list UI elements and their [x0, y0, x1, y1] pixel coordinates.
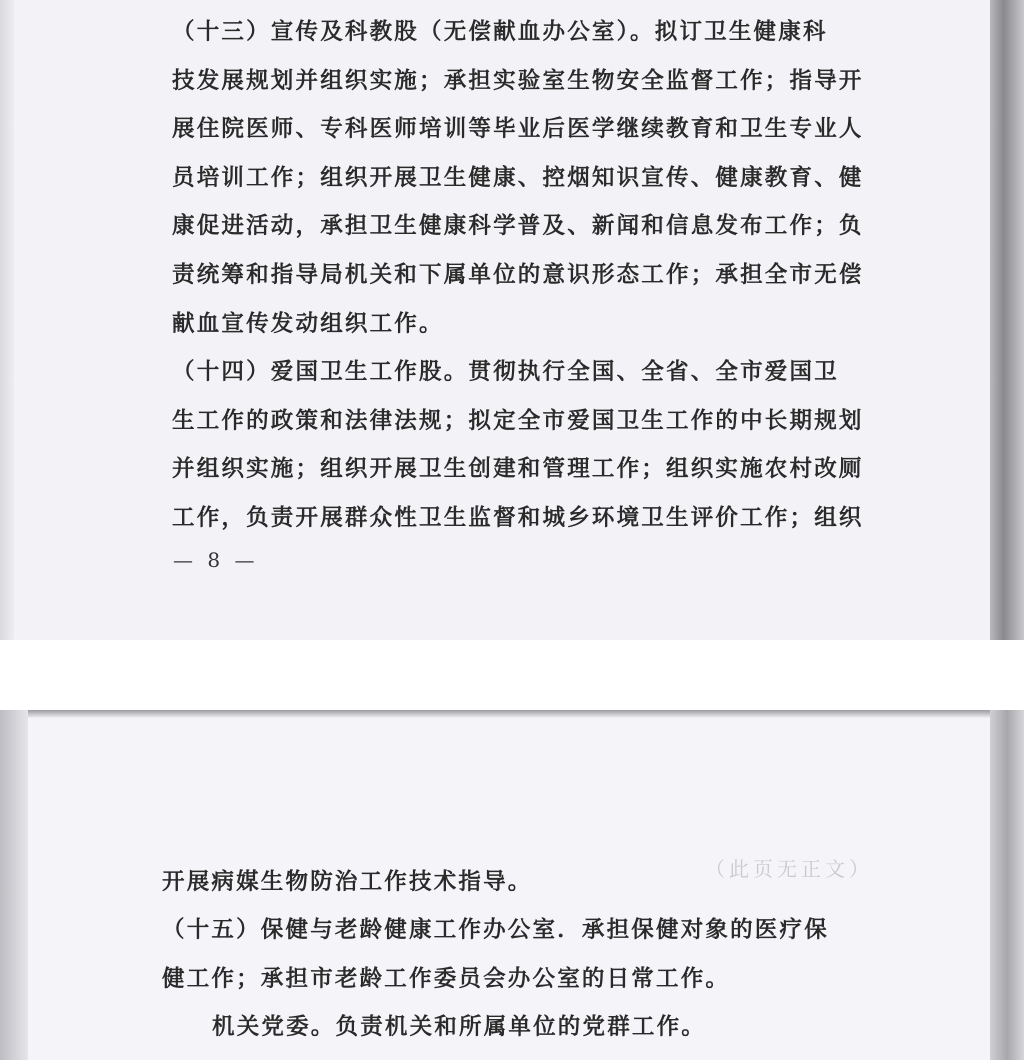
- text-line: 展住院医师、专科医师培训等毕业后医学继续教育和卫生专业人: [172, 116, 864, 143]
- page-left-edge-2: [0, 710, 28, 1060]
- page-right-edge-2: [990, 710, 1024, 1060]
- page-number: — 8 —: [173, 548, 259, 572]
- text-line: 工作，负责开展群众性卫生监督和城乡环境卫生评价工作；组织: [172, 504, 864, 531]
- section-13-paragraph: [172, 8, 864, 348]
- bleed-through-stamp: （此页无正文）: [705, 857, 873, 881]
- section-15-paragraph: [162, 906, 829, 1003]
- party-committee-paragraph: 机关党委。负责机关和所属单位的党群工作。: [212, 1014, 707, 1040]
- text-line: 技发展规划并组织实施；承担实验室生物安全监督工作；指导开: [172, 67, 864, 94]
- text-line: 员培训工作；组织开展卫生健康、控烟知识宣传、健康教育、健: [172, 164, 864, 191]
- page-top-shadow: [0, 710, 1024, 718]
- section-14-paragraph: [172, 348, 864, 542]
- text-line: 康促进活动，承担卫生健康科学普及、新闻和信息发布工作；负: [172, 213, 864, 240]
- page-right-edge: [990, 0, 1024, 640]
- text-line: 责统筹和指导局机关和下属单位的意识形态工作；承担全市无偿: [172, 261, 864, 288]
- text-line: （十三）宣传及科教股（无偿献血办公室）。拟订卫生健康科: [172, 19, 828, 45]
- page-left-edge: [0, 0, 14, 640]
- text-line: （十四）爱国卫生工作股。贯彻执行全国、全省、全市爱国卫: [172, 359, 839, 385]
- text-line: 健工作；承担市老龄工作委员会办公室的日常工作。: [162, 965, 731, 992]
- section-14-continued: 开展病媒生物防治工作技术指导。: [162, 869, 533, 895]
- text-line: 献血宣传发动组织工作。: [172, 310, 444, 337]
- text-line: 并组织实施；组织开展卫生创建和管理工作；组织实施农村改厕: [172, 456, 864, 483]
- text-line: 生工作的政策和法律法规；拟定全市爱国卫生工作的中长期规划: [172, 407, 864, 434]
- text-line: （十五）保健与老龄健康工作办公室．承担保健对象的医疗保: [162, 917, 829, 943]
